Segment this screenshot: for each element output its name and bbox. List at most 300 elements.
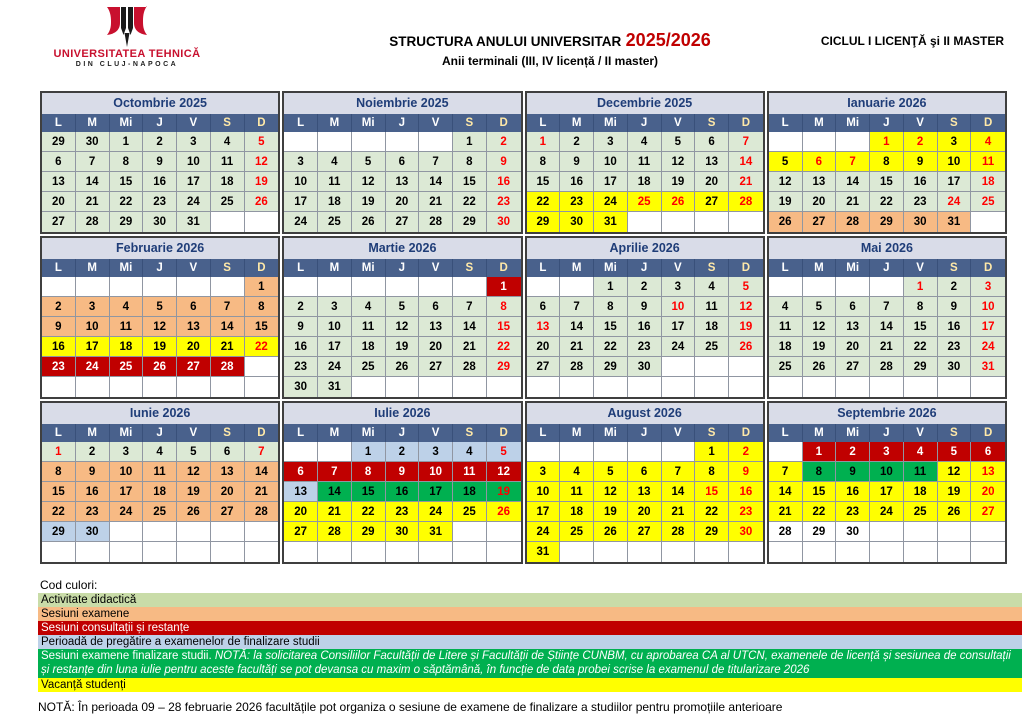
day-cell: 1 xyxy=(527,132,561,152)
day-cell: 11 xyxy=(971,152,1005,172)
day-cell: 23 xyxy=(76,502,110,522)
day-cell: 7 xyxy=(318,462,352,482)
day-cell: 17 xyxy=(110,482,144,502)
day-cell: 9 xyxy=(560,152,594,172)
day-cell: 11 xyxy=(695,297,729,317)
month-februarie-2026 xyxy=(40,236,280,399)
week-row xyxy=(284,212,520,232)
day-cell: 28 xyxy=(729,192,763,212)
day-cell: 23 xyxy=(284,357,318,377)
week-row xyxy=(769,377,1005,397)
day-cell: 16 xyxy=(386,482,420,502)
day-cell: 15 xyxy=(487,317,521,337)
day-cell: 27 xyxy=(42,212,76,232)
empty-cell xyxy=(769,377,803,397)
day-cell: 28 xyxy=(560,357,594,377)
empty-cell xyxy=(143,377,177,397)
day-cell: 10 xyxy=(527,482,561,502)
empty-cell xyxy=(352,277,386,297)
empty-cell xyxy=(695,542,729,562)
day-cell: 22 xyxy=(594,337,628,357)
day-cell: 18 xyxy=(904,482,938,502)
day-cell: 25 xyxy=(769,357,803,377)
empty-cell xyxy=(662,212,696,232)
empty-cell xyxy=(870,522,904,542)
day-cell: 15 xyxy=(803,482,837,502)
weekday-header: M xyxy=(318,424,352,442)
empty-cell xyxy=(352,377,386,397)
day-cell: 18 xyxy=(110,337,144,357)
day-cell: 10 xyxy=(177,152,211,172)
empty-cell xyxy=(42,377,76,397)
empty-cell xyxy=(870,277,904,297)
weekday-header-row xyxy=(284,259,520,277)
day-cell: 14 xyxy=(769,482,803,502)
day-cell: 24 xyxy=(938,192,972,212)
weekday-header-row xyxy=(769,259,1005,277)
day-cell: 14 xyxy=(836,172,870,192)
page-title: STRUCTURA ANULUI UNIVERSITAR xyxy=(389,34,622,49)
empty-cell xyxy=(245,542,279,562)
day-cell: 16 xyxy=(143,172,177,192)
day-cell: 4 xyxy=(352,297,386,317)
day-cell: 25 xyxy=(352,357,386,377)
month-title: Decembrie 2025 xyxy=(527,93,763,114)
empty-cell xyxy=(318,442,352,462)
empty-cell xyxy=(211,277,245,297)
empty-cell xyxy=(211,212,245,232)
week-row xyxy=(769,522,1005,542)
weekday-header: Mi xyxy=(594,114,628,132)
week-row xyxy=(284,482,520,502)
week-row xyxy=(527,212,763,232)
empty-cell xyxy=(560,442,594,462)
day-cell: 13 xyxy=(695,152,729,172)
day-cell: 3 xyxy=(662,277,696,297)
day-cell: 10 xyxy=(110,462,144,482)
empty-cell xyxy=(628,212,662,232)
day-cell: 27 xyxy=(177,357,211,377)
day-cell: 11 xyxy=(628,152,662,172)
day-cell: 12 xyxy=(177,462,211,482)
empty-cell xyxy=(352,542,386,562)
week-row xyxy=(769,442,1005,462)
day-cell: 15 xyxy=(527,172,561,192)
weekday-header: S xyxy=(938,114,972,132)
day-cell: 27 xyxy=(284,522,318,542)
day-cell: 13 xyxy=(386,172,420,192)
weekday-header: L xyxy=(769,424,803,442)
day-cell: 12 xyxy=(487,462,521,482)
day-cell: 27 xyxy=(386,212,420,232)
day-cell: 25 xyxy=(560,522,594,542)
week-row xyxy=(42,542,278,562)
day-cell: 24 xyxy=(870,502,904,522)
day-cell: 20 xyxy=(628,502,662,522)
month-mai-2026 xyxy=(767,236,1007,399)
weekday-header: L xyxy=(42,114,76,132)
day-cell: 13 xyxy=(803,172,837,192)
day-cell: 7 xyxy=(453,297,487,317)
day-cell: 17 xyxy=(284,192,318,212)
day-cell: 17 xyxy=(594,172,628,192)
weekday-header: V xyxy=(419,114,453,132)
empty-cell xyxy=(386,132,420,152)
empty-cell xyxy=(769,442,803,462)
day-cell: 7 xyxy=(560,297,594,317)
day-cell: 4 xyxy=(453,442,487,462)
legend xyxy=(38,578,1022,692)
legend-item xyxy=(38,607,1022,621)
day-cell: 20 xyxy=(386,192,420,212)
weekday-header: Mi xyxy=(836,259,870,277)
month-noiembrie-2025 xyxy=(282,91,522,234)
empty-cell xyxy=(662,377,696,397)
day-cell: 8 xyxy=(594,297,628,317)
weekday-header: Mi xyxy=(594,424,628,442)
day-cell: 30 xyxy=(938,357,972,377)
day-cell: 10 xyxy=(938,152,972,172)
day-cell: 7 xyxy=(76,152,110,172)
day-cell: 23 xyxy=(729,502,763,522)
day-cell: 5 xyxy=(352,152,386,172)
month-title: Iunie 2026 xyxy=(42,403,278,424)
day-cell: 12 xyxy=(803,317,837,337)
day-cell: 8 xyxy=(42,462,76,482)
day-cell: 4 xyxy=(211,132,245,152)
day-cell: 15 xyxy=(695,482,729,502)
day-cell: 21 xyxy=(560,337,594,357)
weekday-header: M xyxy=(560,259,594,277)
day-cell: 24 xyxy=(110,502,144,522)
empty-cell xyxy=(110,377,144,397)
weekday-header: S xyxy=(938,259,972,277)
week-row xyxy=(284,337,520,357)
weekday-header: D xyxy=(983,117,993,129)
day-cell: 14 xyxy=(662,482,696,502)
week-row xyxy=(284,542,520,562)
day-cell: 21 xyxy=(76,192,110,212)
day-cell: 29 xyxy=(803,522,837,542)
day-cell: 30 xyxy=(487,212,521,232)
legend-item xyxy=(38,635,1022,649)
weekday-header: M xyxy=(803,259,837,277)
day-cell: 29 xyxy=(904,357,938,377)
weekday-header-row xyxy=(284,424,520,442)
empty-cell xyxy=(42,277,76,297)
day-cell: 7 xyxy=(419,152,453,172)
empty-cell xyxy=(729,212,763,232)
weekday-header: J xyxy=(870,114,904,132)
empty-cell xyxy=(938,377,972,397)
week-row xyxy=(769,212,1005,232)
footnote: NOTĂ: În perioada 09 – 28 februarie 2026 facultățile pot organiza o sesiune de examene de finalizare a studiilor pentru promoțiile anterioare xyxy=(38,700,783,714)
day-cell: 2 xyxy=(487,132,521,152)
empty-cell xyxy=(245,377,279,397)
empty-cell xyxy=(453,522,487,542)
empty-cell xyxy=(971,377,1005,397)
empty-cell xyxy=(938,522,972,542)
weekday-header-row xyxy=(42,259,278,277)
logo-city-name: DIN CLUJ-NAPOCA xyxy=(75,61,179,68)
day-cell: 23 xyxy=(904,192,938,212)
day-cell: 8 xyxy=(527,152,561,172)
month-iunie-2026 xyxy=(40,401,280,564)
empty-cell xyxy=(527,442,561,462)
day-cell: 2 xyxy=(560,132,594,152)
weekday-header: V xyxy=(904,259,938,277)
week-row xyxy=(527,172,763,192)
week-row xyxy=(527,442,763,462)
weekday-header: L xyxy=(42,259,76,277)
day-cell: 8 xyxy=(695,462,729,482)
weekday-header: S xyxy=(695,424,729,442)
day-cell: 16 xyxy=(904,172,938,192)
day-cell: 4 xyxy=(628,132,662,152)
day-cell: 24 xyxy=(177,192,211,212)
day-cell: 25 xyxy=(318,212,352,232)
day-cell: 3 xyxy=(938,132,972,152)
weekday-header: L xyxy=(527,424,561,442)
week-row xyxy=(42,192,278,212)
day-cell: 27 xyxy=(836,357,870,377)
day-cell: 12 xyxy=(143,317,177,337)
weekday-header: D xyxy=(257,262,266,274)
day-cell: 9 xyxy=(836,462,870,482)
weekday-header: L xyxy=(527,259,561,277)
day-cell: 19 xyxy=(245,172,279,192)
empty-cell xyxy=(527,277,561,297)
day-cell: 26 xyxy=(245,192,279,212)
day-cell: 20 xyxy=(211,482,245,502)
day-cell: 2 xyxy=(284,297,318,317)
month-octombrie-2025 xyxy=(40,91,280,234)
week-row xyxy=(527,482,763,502)
day-cell: 9 xyxy=(386,462,420,482)
day-cell: 13 xyxy=(971,462,1005,482)
weekday-header: M xyxy=(803,114,837,132)
week-row xyxy=(42,172,278,192)
day-cell: 7 xyxy=(662,462,696,482)
weekday-header: S xyxy=(453,259,487,277)
weekday-header: D xyxy=(499,262,508,274)
day-cell: 16 xyxy=(284,337,318,357)
day-cell: 3 xyxy=(527,462,561,482)
week-row xyxy=(527,462,763,482)
day-cell: 20 xyxy=(836,337,870,357)
legend-caption: Cod culori: xyxy=(40,578,98,592)
month-august-2026 xyxy=(525,401,765,564)
weekday-header-row xyxy=(769,424,1005,442)
day-cell: 4 xyxy=(110,297,144,317)
day-cell: 2 xyxy=(386,442,420,462)
day-cell: 23 xyxy=(386,502,420,522)
weekday-header: D xyxy=(257,117,266,129)
weekday-header: L xyxy=(769,259,803,277)
day-cell: 22 xyxy=(110,192,144,212)
empty-cell xyxy=(386,377,420,397)
empty-cell xyxy=(628,542,662,562)
day-cell: 21 xyxy=(419,192,453,212)
empty-cell xyxy=(245,357,279,377)
day-cell: 28 xyxy=(419,212,453,232)
week-row xyxy=(769,317,1005,337)
weekday-header-row xyxy=(284,114,520,132)
day-cell: 13 xyxy=(42,172,76,192)
day-cell: 31 xyxy=(318,377,352,397)
day-cell: 20 xyxy=(803,192,837,212)
day-cell: 15 xyxy=(352,482,386,502)
week-row xyxy=(284,152,520,172)
day-cell: 11 xyxy=(904,462,938,482)
day-cell: 27 xyxy=(211,502,245,522)
weekday-header: S xyxy=(453,424,487,442)
legend-label: Sesiuni examene finalizare studii. xyxy=(41,650,215,662)
day-cell: 27 xyxy=(628,522,662,542)
day-cell: 4 xyxy=(904,442,938,462)
week-row xyxy=(769,297,1005,317)
day-cell: 16 xyxy=(560,172,594,192)
day-cell: 9 xyxy=(284,317,318,337)
weekday-header: L xyxy=(284,114,318,132)
day-cell: 30 xyxy=(284,377,318,397)
day-cell: 26 xyxy=(177,502,211,522)
day-cell: 15 xyxy=(42,482,76,502)
weekday-header: J xyxy=(628,424,662,442)
day-cell: 1 xyxy=(594,277,628,297)
weekday-header: D xyxy=(741,117,751,129)
day-cell: 17 xyxy=(938,172,972,192)
day-cell: 6 xyxy=(836,297,870,317)
day-cell: 12 xyxy=(386,317,420,337)
month-martie-2026 xyxy=(282,236,522,399)
day-cell: 22 xyxy=(527,192,561,212)
week-row xyxy=(284,442,520,462)
empty-cell xyxy=(42,542,76,562)
weekday-header: D xyxy=(983,262,993,274)
weekday-header: M xyxy=(76,424,110,442)
week-row xyxy=(42,462,278,482)
empty-cell xyxy=(662,542,696,562)
day-cell: 23 xyxy=(836,502,870,522)
day-cell: 14 xyxy=(453,317,487,337)
day-cell: 6 xyxy=(284,462,318,482)
day-cell: 10 xyxy=(318,317,352,337)
week-row xyxy=(42,212,278,232)
week-row xyxy=(284,502,520,522)
day-cell: 8 xyxy=(352,462,386,482)
day-cell: 11 xyxy=(352,317,386,337)
day-cell: 4 xyxy=(695,277,729,297)
day-cell: 1 xyxy=(42,442,76,462)
day-cell: 10 xyxy=(594,152,628,172)
empty-cell xyxy=(211,542,245,562)
day-cell: 29 xyxy=(110,212,144,232)
day-cell: 29 xyxy=(42,522,76,542)
week-row xyxy=(284,132,520,152)
day-cell: 24 xyxy=(76,357,110,377)
empty-cell xyxy=(487,542,521,562)
empty-cell xyxy=(177,377,211,397)
day-cell: 3 xyxy=(419,442,453,462)
weekday-header: M xyxy=(76,259,110,277)
day-cell: 20 xyxy=(419,337,453,357)
day-cell: 17 xyxy=(177,172,211,192)
day-cell: 8 xyxy=(904,297,938,317)
day-cell: 5 xyxy=(729,277,763,297)
day-cell: 10 xyxy=(870,462,904,482)
day-cell: 30 xyxy=(836,522,870,542)
day-cell: 1 xyxy=(695,442,729,462)
university-crest-icon xyxy=(52,6,202,48)
weekday-header: L xyxy=(284,424,318,442)
day-cell: 18 xyxy=(143,482,177,502)
week-row xyxy=(527,277,763,297)
empty-cell xyxy=(971,522,1005,542)
day-cell: 23 xyxy=(560,192,594,212)
legend-item xyxy=(38,649,1022,678)
empty-cell xyxy=(695,212,729,232)
day-cell: 28 xyxy=(453,357,487,377)
empty-cell xyxy=(662,442,696,462)
weekday-header-row xyxy=(42,424,278,442)
logo-university-name: UNIVERSITATEA TEHNICĂ xyxy=(53,48,201,60)
day-cell: 30 xyxy=(76,132,110,152)
weekday-header: D xyxy=(983,427,993,439)
week-row xyxy=(284,377,520,397)
week-row xyxy=(527,317,763,337)
week-row xyxy=(769,277,1005,297)
day-cell: 26 xyxy=(386,357,420,377)
weekday-header: Mi xyxy=(110,114,144,132)
day-cell: 4 xyxy=(971,132,1005,152)
day-cell: 26 xyxy=(938,502,972,522)
month-title: Aprilie 2026 xyxy=(527,238,763,259)
weekday-header: D xyxy=(257,427,266,439)
day-cell: 4 xyxy=(143,442,177,462)
day-cell: 4 xyxy=(318,152,352,172)
day-cell: 13 xyxy=(177,317,211,337)
weekday-header: V xyxy=(419,424,453,442)
weekday-header-row xyxy=(527,424,763,442)
empty-cell xyxy=(695,357,729,377)
week-row xyxy=(284,317,520,337)
day-cell: 9 xyxy=(729,462,763,482)
day-cell: 24 xyxy=(971,337,1005,357)
day-cell: 6 xyxy=(211,442,245,462)
weekday-header: V xyxy=(904,114,938,132)
week-row xyxy=(284,192,520,212)
day-cell: 6 xyxy=(803,152,837,172)
day-cell: 7 xyxy=(870,297,904,317)
day-cell: 23 xyxy=(143,192,177,212)
day-cell: 6 xyxy=(628,462,662,482)
empty-cell xyxy=(769,277,803,297)
weekday-header: V xyxy=(177,259,211,277)
week-row xyxy=(769,357,1005,377)
week-row xyxy=(42,152,278,172)
empty-cell xyxy=(560,277,594,297)
day-cell: 25 xyxy=(453,502,487,522)
day-cell: 7 xyxy=(211,297,245,317)
empty-cell xyxy=(662,357,696,377)
weekday-header: S xyxy=(211,114,245,132)
legend-label: Perioadă de pregătire a examenelor de finalizare studii xyxy=(41,636,320,648)
day-cell: 8 xyxy=(453,152,487,172)
months-grid xyxy=(40,91,1007,564)
day-cell: 16 xyxy=(836,482,870,502)
day-cell: 19 xyxy=(386,337,420,357)
